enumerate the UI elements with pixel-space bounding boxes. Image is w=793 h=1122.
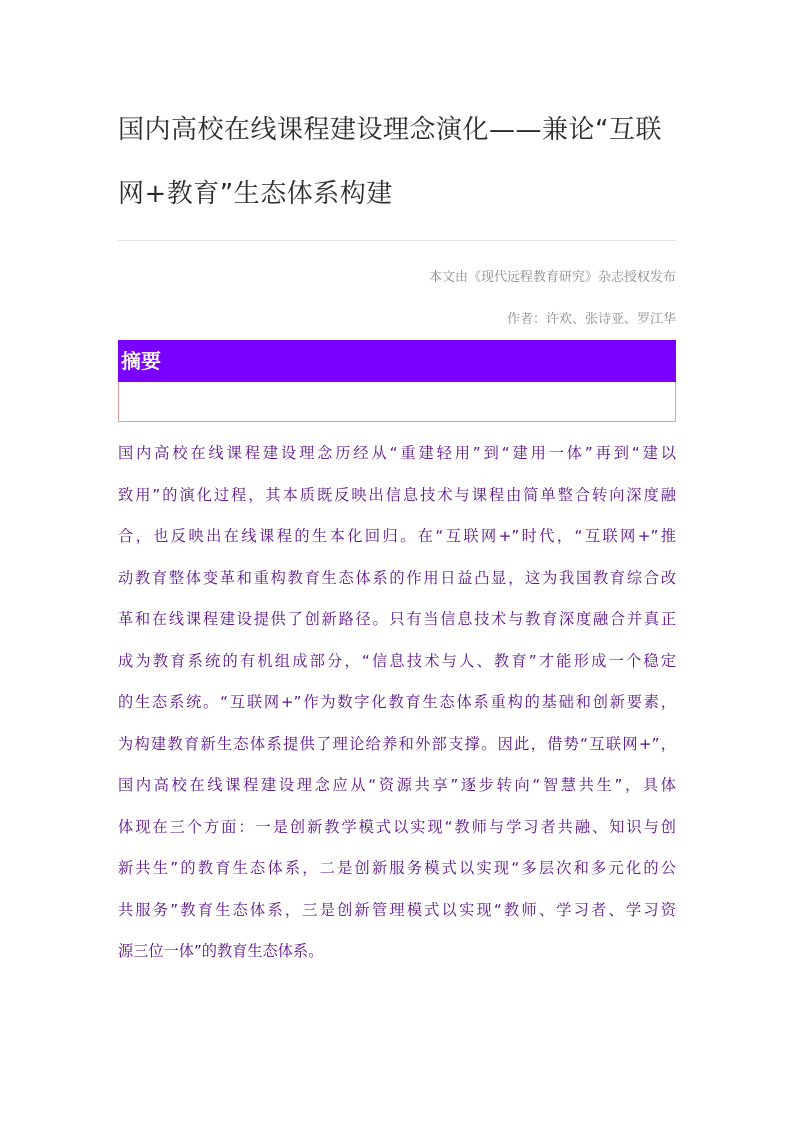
abstract-line: 合，也反映出在线课程的生本化回归。在“互联网+”时代，“互联网+”推 bbox=[118, 527, 676, 545]
abstract-line: 动教育整体变革和重构教育生态体系的作用日益凸显，这为我国教育综合改 bbox=[118, 568, 676, 587]
abstract-line: 新共生”的教育生态体系，二是创新服务模式以实现“多层次和多元化的公 bbox=[118, 859, 676, 877]
article-title-line-2: 网+教育”生态体系构建 bbox=[118, 179, 393, 209]
abstract-line: 的生态系统。“互联网+”作为数字化教育生态体系重构的基础和创新要素， bbox=[118, 693, 676, 711]
article bbox=[118, 0, 676, 973]
abstract-line: 国内高校在线课程建设理念应从“资源共享”逐步转向“智慧共生”，具体 bbox=[118, 776, 676, 794]
article-author: 作者：许欢、张诗亚、罗江华 bbox=[506, 312, 676, 327]
abstract-line: 革和在线课程建设提供了创新路径。只有当信息技术与教育深度融合并真正 bbox=[118, 610, 676, 628]
abstract-line: 共服务”教育生态体系，三是创新管理模式以实现“教师、学习者、学习资 bbox=[118, 900, 676, 919]
abstract-line: 成为教育系统的有机组成部分，“信息技术与人、教育”才能形成一个稳定 bbox=[118, 651, 676, 670]
abstract-line: 为构建教育新生态体系提供了理论给养和外部支撑。因此，借势“互联网+”， bbox=[118, 734, 676, 753]
article-source: 本文由《现代远程教育研究》杂志授权发布 bbox=[428, 270, 676, 285]
article-title-line-1: 国内高校在线课程建设理念演化——兼论“互联 bbox=[118, 115, 662, 145]
abstract-line: 源三位一体”的教育生态体系。 bbox=[118, 942, 324, 960]
abstract-body bbox=[118, 433, 676, 973]
article-title bbox=[118, 0, 676, 226]
abstract-line: 体现在三个方面：一是创新教学模式以实现“教师与学习者共融、知识与创 bbox=[118, 817, 676, 836]
abstract-empty-box bbox=[118, 382, 676, 422]
title-divider bbox=[118, 240, 676, 241]
abstract-heading: 摘要 bbox=[118, 340, 676, 382]
abstract-line: 致用”的演化过程，其本质既反映出信息技术与课程由简单整合转向深度融 bbox=[118, 485, 676, 504]
abstract-line: 国内高校在线课程建设理念历经从“重建轻用”到“建用一体”再到“建以 bbox=[118, 444, 676, 462]
